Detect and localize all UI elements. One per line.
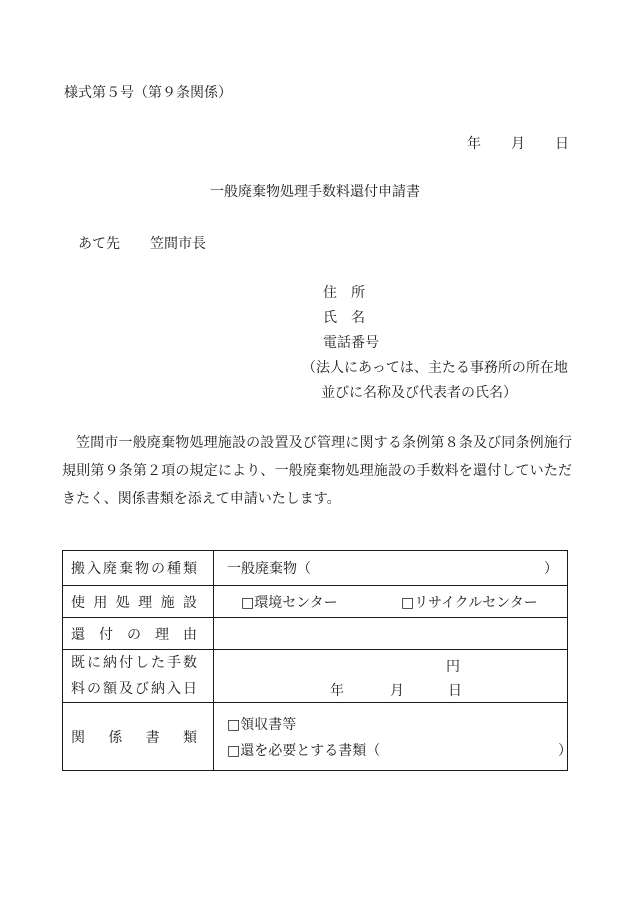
name-label: 氏 名 <box>323 310 365 326</box>
label-char: 納 <box>103 655 117 671</box>
label-char: 日 <box>183 681 197 697</box>
label-char: 関 <box>71 729 85 746</box>
label-char: 係 <box>108 729 123 746</box>
label-char: の <box>151 561 165 577</box>
paid-amount-label <box>63 650 214 703</box>
label-char: 入 <box>167 681 181 697</box>
receipt-checkbox[interactable]: □領収書等 <box>227 716 297 733</box>
phone-label: 電話番号 <box>323 335 379 351</box>
paid-amount-label-line2 <box>71 676 197 702</box>
table-row-refund-reason <box>63 618 568 650</box>
label-char: 料 <box>71 681 85 697</box>
label-char: び <box>135 681 149 697</box>
label-char: 類 <box>182 729 197 746</box>
refund-reason-label-text <box>71 624 197 644</box>
paid-month-label: 月 <box>390 683 404 699</box>
application-table <box>62 550 572 771</box>
table-row-facility <box>63 586 568 618</box>
corporate-note-line1: （法人にあっては、主たる事務所の所在地 <box>302 360 568 376</box>
label-char: 搬 <box>71 561 85 577</box>
label-char: 数 <box>183 655 197 671</box>
label-char: 用 <box>93 594 108 611</box>
label-char: 及 <box>119 681 133 697</box>
table-row-paid-amount <box>63 650 568 703</box>
required-docs-checkbox[interactable]: □還を必要とする書類（ <box>227 742 381 759</box>
document-title: 一般廃棄物処理手数料還付申請書 <box>210 184 420 200</box>
facility-label-text <box>71 592 197 612</box>
waste-type-field[interactable] <box>214 551 568 586</box>
paid-amount-label-line1 <box>71 650 197 676</box>
table-row-related-docs <box>63 703 568 771</box>
related-docs-label-text <box>71 727 197 747</box>
label-char: 理 <box>138 594 153 611</box>
facility-label <box>63 586 214 618</box>
label-char: 還 <box>71 626 85 643</box>
table-row-waste-type <box>63 551 568 586</box>
form-number: 様式第５号（第９条関係） <box>64 85 232 101</box>
label-char: し <box>135 655 149 671</box>
label-char: 物 <box>135 561 149 577</box>
paid-year-label: 年 <box>330 683 344 699</box>
label-char: の <box>127 626 141 643</box>
recipient-name: 笠間市長 <box>150 236 206 252</box>
label-char: 理 <box>155 626 169 643</box>
label-char: 付 <box>99 626 113 643</box>
label-char: た <box>151 655 165 671</box>
label-char: 書 <box>145 729 160 746</box>
waste-type-prefix: 一般廃棄物（ <box>227 561 311 577</box>
corporate-note-line2: 並びに名称及び代表者の氏名） <box>321 385 517 401</box>
application-body: 笠間市一般廃棄物処理施設の設置及び管理に関する条例第８条及び同条例施行規則第９条第２項の規定により、一般廃棄物処理施設の手数料を還付していただきたく、関係書類を添えて申請いたします。 <box>62 435 572 507</box>
label-char: 施 <box>160 594 175 611</box>
required-docs-close-paren: ） <box>558 742 572 759</box>
label-char: の <box>87 681 101 697</box>
refund-reason-label <box>63 618 214 650</box>
address-label: 住 所 <box>323 285 365 301</box>
label-char: 納 <box>151 681 165 697</box>
label-char: 使 <box>71 594 85 611</box>
label-char: 処 <box>115 594 130 611</box>
date-month-label: 月 <box>511 136 525 152</box>
label-char: 入 <box>87 561 101 577</box>
label-char: 手 <box>167 655 181 671</box>
yen-label: 円 <box>446 659 460 675</box>
waste-type-close-paren: ） <box>544 561 558 577</box>
label-char: 付 <box>119 655 133 671</box>
label-char: 設 <box>182 594 197 611</box>
label-char: 種 <box>167 561 181 577</box>
label-char: 廃 <box>103 561 117 577</box>
label-char: 既 <box>71 655 85 671</box>
recycle-center-checkbox[interactable]: □リサイクルセンター <box>401 594 538 611</box>
label-char: 由 <box>183 626 197 643</box>
environment-center-checkbox[interactable]: □環境センター <box>241 594 338 611</box>
label-char: 額 <box>103 681 117 697</box>
facility-field <box>214 586 568 618</box>
recipient-label: あて先 <box>78 236 120 252</box>
waste-type-label <box>63 551 214 586</box>
refund-reason-field[interactable] <box>214 618 568 650</box>
related-docs-field <box>214 703 572 771</box>
date-day-label: 日 <box>555 136 569 152</box>
paid-amount-field[interactable] <box>214 650 568 703</box>
related-docs-label <box>63 703 214 771</box>
paid-day-label: 日 <box>448 683 462 699</box>
label-char: 類 <box>183 561 197 577</box>
date-year-label: 年 <box>467 136 481 152</box>
label-char: 棄 <box>119 561 133 577</box>
label-char: に <box>87 655 101 671</box>
waste-type-label-text <box>71 558 197 578</box>
